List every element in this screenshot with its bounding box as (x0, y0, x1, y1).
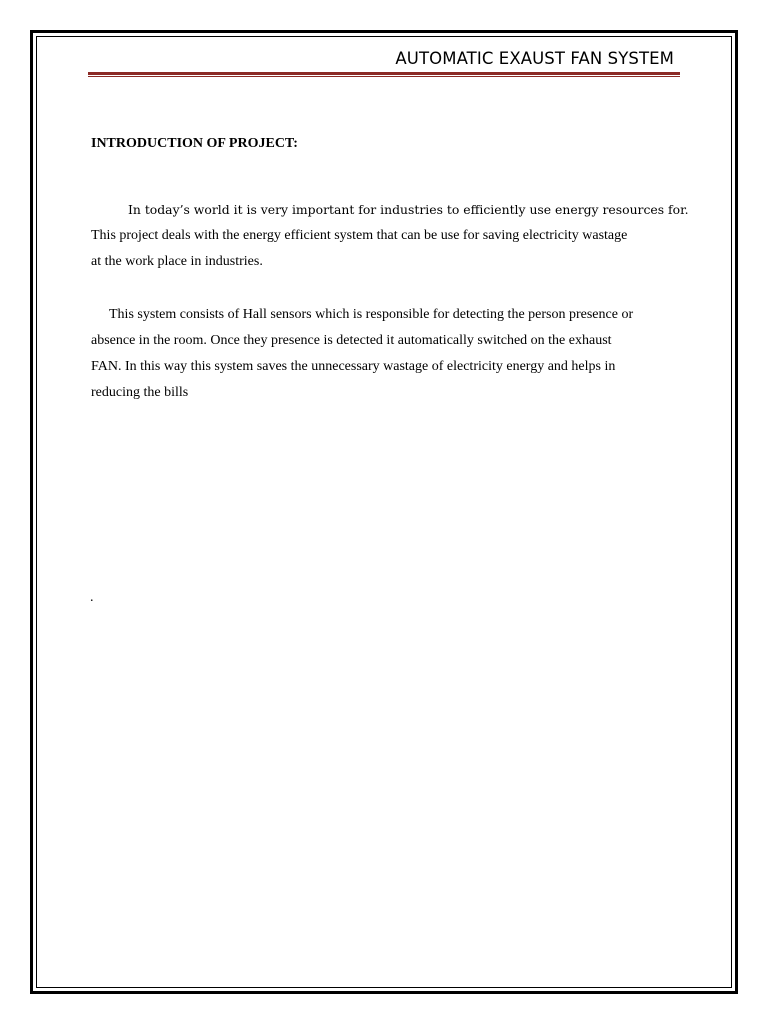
stray-period: . (90, 590, 94, 605)
section-heading: INTRODUCTION OF PROJECT: (91, 136, 298, 151)
paragraph-line: In today’s world it is very important for industries to efficiently use energy resources for. (128, 202, 689, 217)
paragraph-intro (91, 197, 691, 275)
paragraph-system (91, 302, 691, 406)
paragraph-line: absence in the room. Once they presence is detected it automatically switched on the exhaust (91, 333, 612, 348)
page-border-inner (36, 36, 732, 988)
header-rule-thick (88, 72, 680, 75)
page-header-title: AUTOMATIC EXAUST FAN SYSTEM (395, 49, 674, 68)
paragraph-line: This system consists of Hall sensors which is responsible for detecting the person presence or (109, 307, 634, 322)
header-rule-thin (88, 76, 680, 77)
paragraph-line: This project deals with the energy efficient system that can be use for saving electricity wastage (91, 228, 628, 243)
paragraph-line: reducing the bills (91, 385, 189, 400)
paragraph-line: at the work place in industries. (91, 254, 263, 269)
paragraph-line: FAN. In this way this system saves the unnecessary wastage of electricity energy and helps in (91, 359, 616, 374)
